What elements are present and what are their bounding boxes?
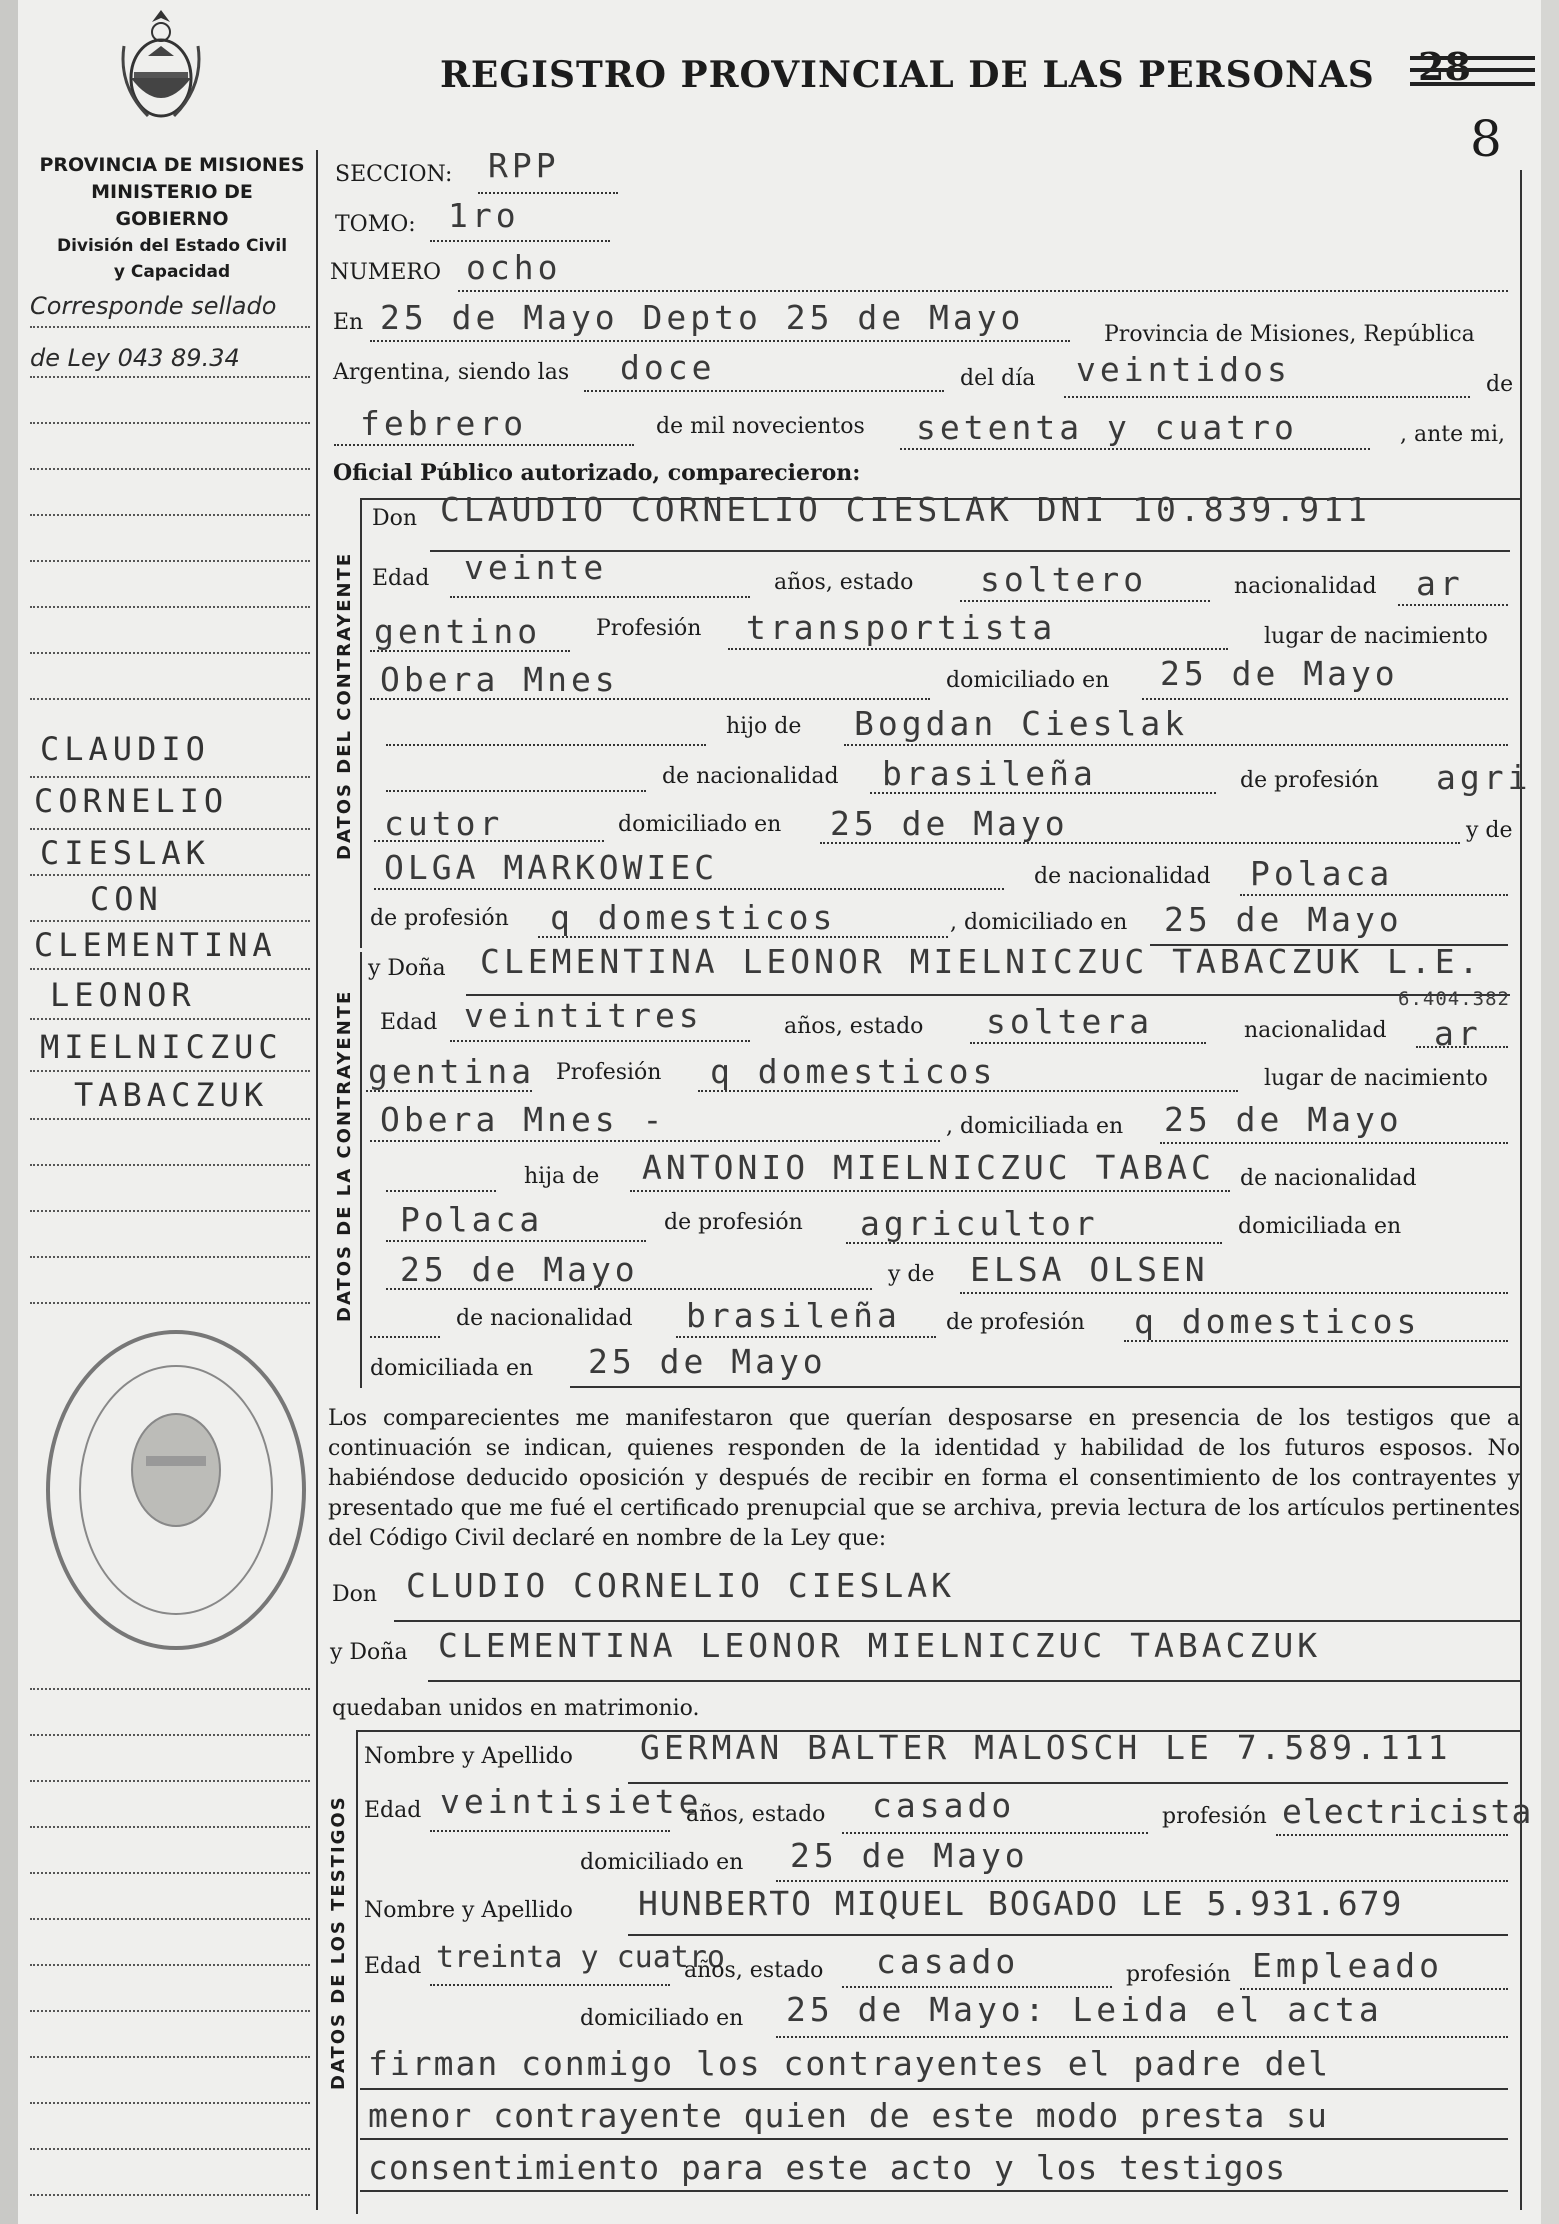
declaration-paragraph: Los comparecientes me manifestaron que querían desposarse en presencia de los testigos que a continuación se indican, quienes responden de la identidad y habilidad de los futuros esposos. No habiéndose deducido oposición y después de recibir en forma el consentimiento de los contrayentes y presentado que me fué el certificado prenupcial que se archiva, previa lectura de los artículos pertinentes del Código Civil declaré en nombre de la Ley que: — [328, 1406, 1520, 1551]
dona-value: CLEMENTINA LEONOR MIELNICZUC TABACZUK L.E. — [480, 942, 1483, 981]
don-label: Don — [332, 1582, 378, 1607]
fill-line — [374, 888, 1004, 890]
t1-profesion-value: electricista — [1282, 1792, 1533, 1831]
t1-domicilio-value: 25 de Mayo — [790, 1836, 1029, 1875]
de-label: de — [1486, 372, 1514, 397]
fill-line — [370, 1336, 440, 1338]
fill-line — [450, 596, 750, 598]
en-label: En — [333, 310, 364, 335]
domiciliado-label: domiciliado en — [580, 1850, 744, 1875]
profesion-label: profesión — [1162, 1804, 1267, 1829]
fill-line — [820, 842, 1460, 844]
fill-line — [360, 2088, 1508, 2090]
dona-padre-prof-value: agricultor — [860, 1204, 1099, 1243]
margin-rule — [30, 920, 310, 922]
hora-value: doce — [620, 348, 716, 387]
don-label: Don — [372, 506, 418, 531]
seccion-label: SECCION: — [335, 162, 453, 187]
del-dia-label: del día — [960, 366, 1036, 391]
t2-edad-value: treinta y cuatro — [436, 1940, 725, 1975]
madre-domicilio-value: 25 de Mayo — [1164, 900, 1403, 939]
fill-line — [846, 1242, 1222, 1244]
page-edge-left — [0, 0, 18, 2224]
fill-line — [374, 840, 604, 842]
margin-rule — [30, 1872, 310, 1874]
fill-line — [900, 448, 1370, 450]
margin-note-line1: Corresponde sellado — [30, 292, 277, 320]
domiciliado-label: domiciliado en — [946, 668, 1110, 693]
nacionalidad-label: nacionalidad — [1244, 1018, 1387, 1043]
nombre-apellido-label: Nombre y Apellido — [364, 1898, 573, 1923]
margin-name: CON — [90, 880, 163, 918]
hijo-de-label: hijo de — [726, 714, 802, 739]
edad-label: Edad — [364, 1954, 422, 1979]
fill-line — [430, 240, 610, 242]
argentina-label: Argentina, siendo las — [333, 360, 570, 385]
don-profesion-value: transportista — [746, 608, 1057, 647]
domiciliado-label: , domiciliado en — [950, 910, 1128, 935]
margin-name: MIELNICZUC — [40, 1028, 283, 1066]
lugar-nac-label: lugar de nacimiento — [1264, 624, 1488, 649]
fill-line — [428, 1680, 1520, 1682]
fill-line — [842, 1986, 1112, 1988]
padre-prof-a-value: agri — [1436, 758, 1532, 797]
fill-line — [478, 192, 618, 194]
dona-nac-a-value: ar — [1434, 1014, 1482, 1053]
dona-padre-dom-value: 25 de Mayo — [400, 1250, 639, 1289]
margin-rule — [30, 652, 310, 654]
tomo-label: TOMO: — [335, 212, 416, 237]
margin-name: TABACZUK — [74, 1076, 269, 1114]
margin-rule — [30, 1688, 310, 1690]
dona-estado-value: soltera — [986, 1002, 1154, 1041]
seccion-value: RPP — [488, 146, 560, 185]
fill-line — [1142, 698, 1508, 700]
document-title: REGISTRO PROVINCIAL DE LAS PERSONAS — [440, 54, 1375, 96]
madre-nac-value: Polaca — [1250, 854, 1394, 893]
fill-line — [370, 650, 570, 652]
t2-nombre-value: HUNBERTO MIQUEL BOGADO LE 5.931.679 — [638, 1884, 1404, 1923]
dona-lugar-nac-value: Obera Mnes - — [380, 1100, 667, 1139]
t2-estado-value: casado — [876, 1942, 1020, 1981]
quedaban-label: quedaban unidos en matrimonio. — [332, 1696, 700, 1721]
section-bracket — [356, 1730, 358, 2214]
margin-rule — [30, 1826, 310, 1828]
agency-ministry: MINISTERIO DE GOBIERNO — [91, 181, 253, 230]
profesion-label: Profesión — [596, 616, 702, 641]
margin-rule — [30, 376, 310, 378]
fill-line — [776, 1880, 1508, 1882]
de-profesion-label: de profesión — [370, 906, 509, 931]
provincia-label: Provincia de Misiones, República — [1104, 322, 1475, 347]
margin-rule — [30, 326, 310, 328]
y-dona-label: y Doña — [330, 1640, 408, 1665]
dona-madre-prof-value: q domesticos — [1134, 1302, 1421, 1341]
folio-number: 8 — [1470, 110, 1502, 168]
fill-line — [360, 2138, 1508, 2140]
y-de-label: y de — [1466, 818, 1513, 843]
dona-profesion-value: q domesticos — [710, 1052, 997, 1091]
anio-value: setenta y cuatro — [916, 408, 1298, 447]
tomo-value: 1ro — [448, 196, 520, 235]
dona-nac-b-value: gentina — [368, 1052, 536, 1091]
lugar-value: 25 de Mayo Depto 25 de Mayo — [380, 298, 1025, 337]
fill-line — [698, 1090, 1238, 1092]
page-edge-right — [1541, 0, 1559, 2224]
dona-padre-nac-value: Polaca — [400, 1200, 544, 1239]
margin-name: CORNELIO — [34, 782, 229, 820]
fill-line — [386, 744, 706, 746]
margin-rule — [30, 1164, 310, 1166]
dona-madre-nac-value: brasileña — [686, 1296, 901, 1335]
margin-note-line2: de Ley 043 89.34 — [30, 344, 240, 372]
anios-estado-label: años, estado — [686, 1802, 826, 1827]
margin-rule — [30, 776, 310, 778]
profesion-label: Profesión — [556, 1060, 662, 1085]
fill-line — [370, 698, 930, 700]
margin-rule — [30, 1256, 310, 1258]
fill-line — [386, 1240, 646, 1242]
profesion-label: profesión — [1126, 1962, 1231, 1987]
margin-rule — [30, 2102, 310, 2104]
fill-line — [360, 2190, 1508, 2192]
anios-estado-label: años, estado — [774, 570, 914, 595]
fill-line — [728, 648, 1228, 650]
fill-line — [844, 744, 1508, 746]
don-nac-b-value: gentino — [374, 612, 542, 651]
contrayente-section-label: DATOS DEL CONTRAYENTE — [334, 551, 355, 860]
de-nacionalidad-label: de nacionalidad — [1034, 864, 1211, 889]
dia-value: veintidos — [1076, 350, 1291, 389]
margin-rule — [30, 606, 310, 608]
margin-rule — [30, 1210, 310, 1212]
t2-domicilio-value: 25 de Mayo: Leida el acta — [786, 1990, 1383, 2029]
padre-domicilio-value: 25 de Mayo — [830, 804, 1069, 843]
de-profesion-label: de profesión — [1240, 768, 1379, 793]
fill-line — [584, 390, 944, 392]
domiciliado-label: domiciliado en — [580, 2006, 744, 2031]
fill-line — [1064, 396, 1470, 398]
fill-line — [630, 1190, 1230, 1192]
edad-label: Edad — [364, 1798, 422, 1823]
margin-rule — [30, 1118, 310, 1120]
anios-estado-label: años, estado — [684, 1958, 824, 1983]
fill-line — [1398, 604, 1508, 606]
fill-line — [842, 1832, 1148, 1834]
official-seal-icon — [36, 1320, 316, 1660]
fill-line — [370, 1140, 940, 1142]
de-nacionalidad-label: de nacionalidad — [662, 764, 839, 789]
fill-line — [386, 790, 646, 792]
fill-line — [1276, 1834, 1508, 1836]
de-profesion-label: de profesión — [664, 1210, 803, 1235]
dona-domicilio-value: 25 de Mayo — [1164, 1100, 1403, 1139]
fill-line — [570, 1386, 1520, 1388]
y-dona-label: y Doña — [368, 956, 446, 981]
fill-line — [776, 2036, 1508, 2038]
dona-madre-value: ELSA OLSEN — [970, 1250, 1209, 1289]
don-madre-value: OLGA MARKOWIEC — [384, 848, 719, 887]
folio-number-old: 28 — [1418, 44, 1471, 89]
fill-line — [1416, 1046, 1508, 1048]
fill-line — [450, 1040, 750, 1042]
lugar-nac-label: lugar de nacimiento — [1264, 1066, 1488, 1091]
margin-rule — [30, 2194, 310, 2196]
margin-rule — [30, 1302, 310, 1304]
margin-rule — [30, 1964, 310, 1966]
t1-edad-value: veintisiete — [440, 1782, 703, 1821]
closing-line-3: consentimiento para este acto y los testigos — [368, 2148, 1287, 2187]
margin-divider — [316, 150, 318, 2210]
dona-edad-value: veintitres — [464, 996, 703, 1035]
domiciliado-label: domiciliado en — [618, 812, 782, 837]
margin-name: CLEMENTINA — [34, 926, 277, 964]
fill-line — [628, 1934, 1508, 1936]
numero-label: NUMERO — [330, 260, 441, 285]
fill-line — [960, 600, 1210, 602]
fill-line — [386, 1288, 872, 1290]
fill-line — [1124, 1340, 1508, 1342]
agency-capacity: y Capacidad — [113, 262, 231, 282]
fill-line — [430, 1984, 670, 1986]
margin-rule — [30, 2010, 310, 2012]
fill-line — [676, 1336, 936, 1338]
strike-lines — [1410, 50, 1535, 94]
mes-value: febrero — [360, 404, 528, 443]
madre-profesion-value: q domesticos — [550, 898, 837, 937]
oficial-label: Oficial Público autorizado, comparecieron: — [333, 460, 861, 486]
margin-rule — [30, 1780, 310, 1782]
de-profesion-label: de profesión — [946, 1310, 1085, 1335]
t2-profesion-value: Empleado — [1252, 1946, 1443, 1985]
coat-of-arms-icon — [118, 6, 204, 126]
numero-value: ocho — [466, 248, 562, 287]
edad-label: Edad — [372, 566, 430, 591]
fill-line — [366, 1090, 532, 1092]
edad-label: Edad — [380, 1010, 438, 1035]
margin-rule — [30, 698, 310, 700]
fill-line — [334, 444, 634, 446]
t1-estado-value: casado — [872, 1786, 1016, 1825]
fill-line — [430, 1830, 670, 1832]
t1-nombre-value: GERMAN BALTER MALOSCH LE 7.589.111 — [640, 1728, 1452, 1767]
margin-rule — [30, 828, 310, 830]
margin-rule — [30, 468, 310, 470]
domiciliada-label: , domiciliada en — [946, 1114, 1124, 1139]
dona-doc-value: 6.404.382 — [1398, 988, 1510, 1010]
fill-line — [1160, 1142, 1508, 1144]
right-border — [1520, 170, 1522, 2210]
agency-province: PROVINCIA DE MISIONES — [39, 154, 305, 176]
fill-line — [628, 1782, 1508, 1784]
don-lugar-nac-value: Obera Mnes — [380, 660, 619, 699]
closing-line-1: firman conmigo los contrayentes el padre del — [368, 2044, 1331, 2083]
margin-rule — [30, 1070, 310, 1072]
fill-line — [870, 792, 1216, 794]
decl-dona-value: CLEMENTINA LEONOR MIELNICZUC TABACZUK — [438, 1626, 1322, 1665]
don-nac-a-value: ar — [1416, 564, 1464, 603]
fill-line — [1240, 894, 1508, 896]
margin-rule — [30, 2056, 310, 2058]
de-nacionalidad-label: de nacionalidad — [456, 1306, 633, 1331]
margin-name: LEONOR — [50, 976, 196, 1014]
fill-line — [370, 340, 1070, 342]
domiciliada-label: domiciliada en — [1238, 1214, 1402, 1239]
section-bracket — [360, 952, 362, 1388]
hija-de-label: hija de — [524, 1164, 600, 1189]
agency-block — [34, 152, 310, 285]
anios-estado-label: años, estado — [784, 1014, 924, 1039]
margin-rule — [30, 422, 310, 424]
don-edad-value: veinte — [464, 548, 608, 587]
don-estado-value: soltero — [980, 560, 1148, 599]
agency-division: División del Estado Civil — [56, 236, 288, 256]
margin-name: CLAUDIO — [40, 730, 210, 768]
margin-name: CIESLAK — [40, 834, 210, 872]
fill-line — [538, 936, 948, 938]
nacionalidad-label: nacionalidad — [1234, 574, 1377, 599]
margin-rule — [30, 2148, 310, 2150]
testigos-section-label: DATOS DE LOS TESTIGOS — [328, 1795, 349, 2090]
don-padre-value: Bogdan Cieslak — [854, 704, 1189, 743]
don-value: CLAUDIO CORNELIO CIESLAK DNI 10.839.911 — [440, 490, 1371, 529]
fill-line — [386, 1190, 496, 1192]
margin-rule — [30, 1918, 310, 1920]
don-domicilio-value: 25 de Mayo — [1160, 654, 1399, 693]
nombre-apellido-label: Nombre y Apellido — [364, 1744, 573, 1769]
margin-rule — [30, 968, 310, 970]
fill-line — [960, 1292, 1508, 1294]
padre-prof-b-value: cutor — [384, 804, 504, 843]
fill-line — [970, 1042, 1206, 1044]
margin-rule — [30, 560, 310, 562]
de-nacionalidad-label: de nacionalidad — [1240, 1166, 1417, 1191]
domiciliada-label: domiciliada en — [370, 1356, 534, 1381]
margin-rule — [30, 874, 310, 876]
dona-madre-dom-value: 25 de Mayo — [588, 1342, 827, 1381]
contrayenta-section-label: DATOS DE LA CONTRAYENTE — [334, 989, 355, 1322]
ante-mi-label: , ante mi, — [1400, 422, 1506, 447]
margin-rule — [30, 1018, 310, 1020]
padre-nac-value: brasileña — [882, 754, 1097, 793]
margin-rule — [30, 1734, 310, 1736]
margin-rule — [30, 514, 310, 516]
de-mil-label: de mil novecientos — [656, 414, 865, 439]
decl-don-value: CLUDIO CORNELIO CIESLAK — [406, 1566, 955, 1605]
y-de-label: y de — [888, 1262, 935, 1287]
closing-line-2: menor contrayente quien de este modo presta su — [368, 2096, 1328, 2135]
section-bracket — [360, 498, 362, 948]
fill-line — [458, 290, 1508, 292]
fill-line — [394, 1620, 1520, 1622]
dona-padre-value: ANTONIO MIELNICZUC TABAC — [642, 1148, 1215, 1187]
